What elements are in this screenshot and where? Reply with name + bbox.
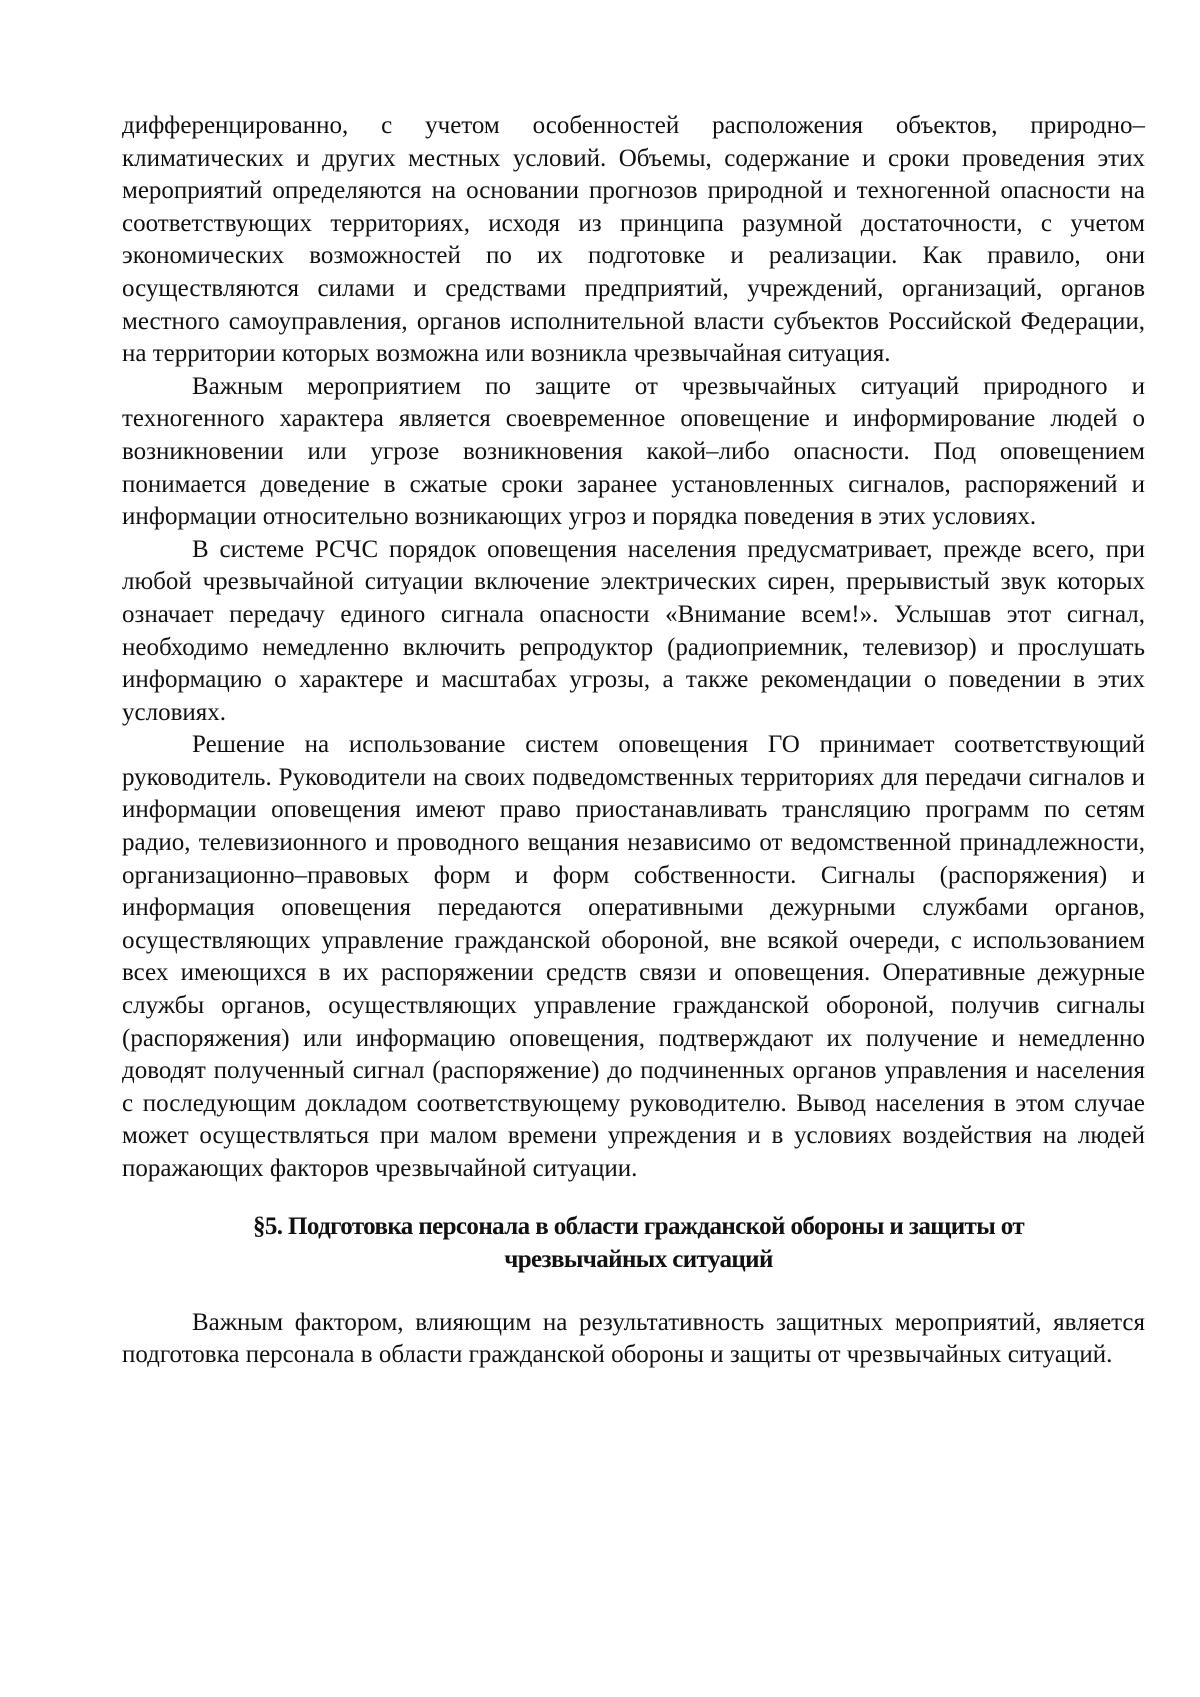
paragraph-rschs-warning: В системе РСЧС порядок оповещения населения предусматривает, прежде всего, при любой чрезвычайной ситуации включение электрических сирен, прерывистый звук которых означает передачу единого сигнала опасности «Внимание всем!». Услышав этот сигнал, необходимо немедленно включить репродуктор (радиоприемник, телевизор) и прослушать информацию о характере и масштабах угрозы, а также рекомендации о поведении в этих условиях. (122, 535, 1145, 726)
paragraph-go-systems: Решение на использование систем оповещения ГО принимает соответствующий руководитель. Руководители на своих подведомственных территориях для передачи сигналов и информации оповещения имеют право приостанавливать трансляцию программ по сетям радио, телевизионного и проводного вещания независимо от ведомственной принадлежности, организационно–правовых форм и форм собственности. Сигналы (распоряжения) и информация оповещения передаются оперативными дежурными службами органов, осуществляющих управление гражданской обороной, вне всякой очереди, с использованием всех имеющихся в их распоряжении средств связи и оповещения. Оперативные дежурные службы органов, осуществляющих управление гражданской обороной, получив сигналы (распоряжения) или информацию оповещения, подтверждают их получение и немедленно доводят полученный сигнал (распоряжение) до подчиненных органов управления и населения с последующим докладом соответствующему руководителю. Вывод населения в этом случае может осуществляться при малом времени упреждения и в условиях воздействия на людей поражающих факторов чрезвычайной ситуации. (122, 731, 1145, 1182)
paragraph-training: Важным фактором, влияющим на результативность защитных мероприятий, является подготовка персонала в области гражданской обороны и защиты от чрезвычайных ситуаций. (122, 1308, 1145, 1369)
section-heading: §5. Подготовка персонала в области гражданской обороны и защиты от чрезвычайных ситуаций (252, 1212, 1025, 1273)
paragraph-continuation: дифференцированно, с учетом особенностей расположения объектов, природно–климатических и других местных условий. Объемы, содержание и сроки проведения этих мероприятий определяются на основании прогнозов природной и техногенной опасности на соответствующих территориях, исходя из принципа разумной достаточности, с учетом экономических возможностей по их подготовке и реализации. Как правило, они осуществляются силами и средствами предприятий, учреждений, организаций, органов местного самоуправления, органов исполнительной власти субъектов Российской Федерации, на территории которых возможна или возникла чрезвычайная ситуация. (122, 112, 1145, 368)
paragraph-alerting: Важным мероприятием по защите от чрезвычайных ситуаций природного и техногенного характера является своевременное оповещение и информирование людей о возникновении или угрозе возникновения какой–либо опасности. Под оповещением понимается доведение в сжатые сроки заранее установленных сигналов, распоряжений и информации относительно возникающих угроз и порядка поведения в этих условиях. (122, 372, 1145, 531)
document-page (122, 110, 1145, 1372)
